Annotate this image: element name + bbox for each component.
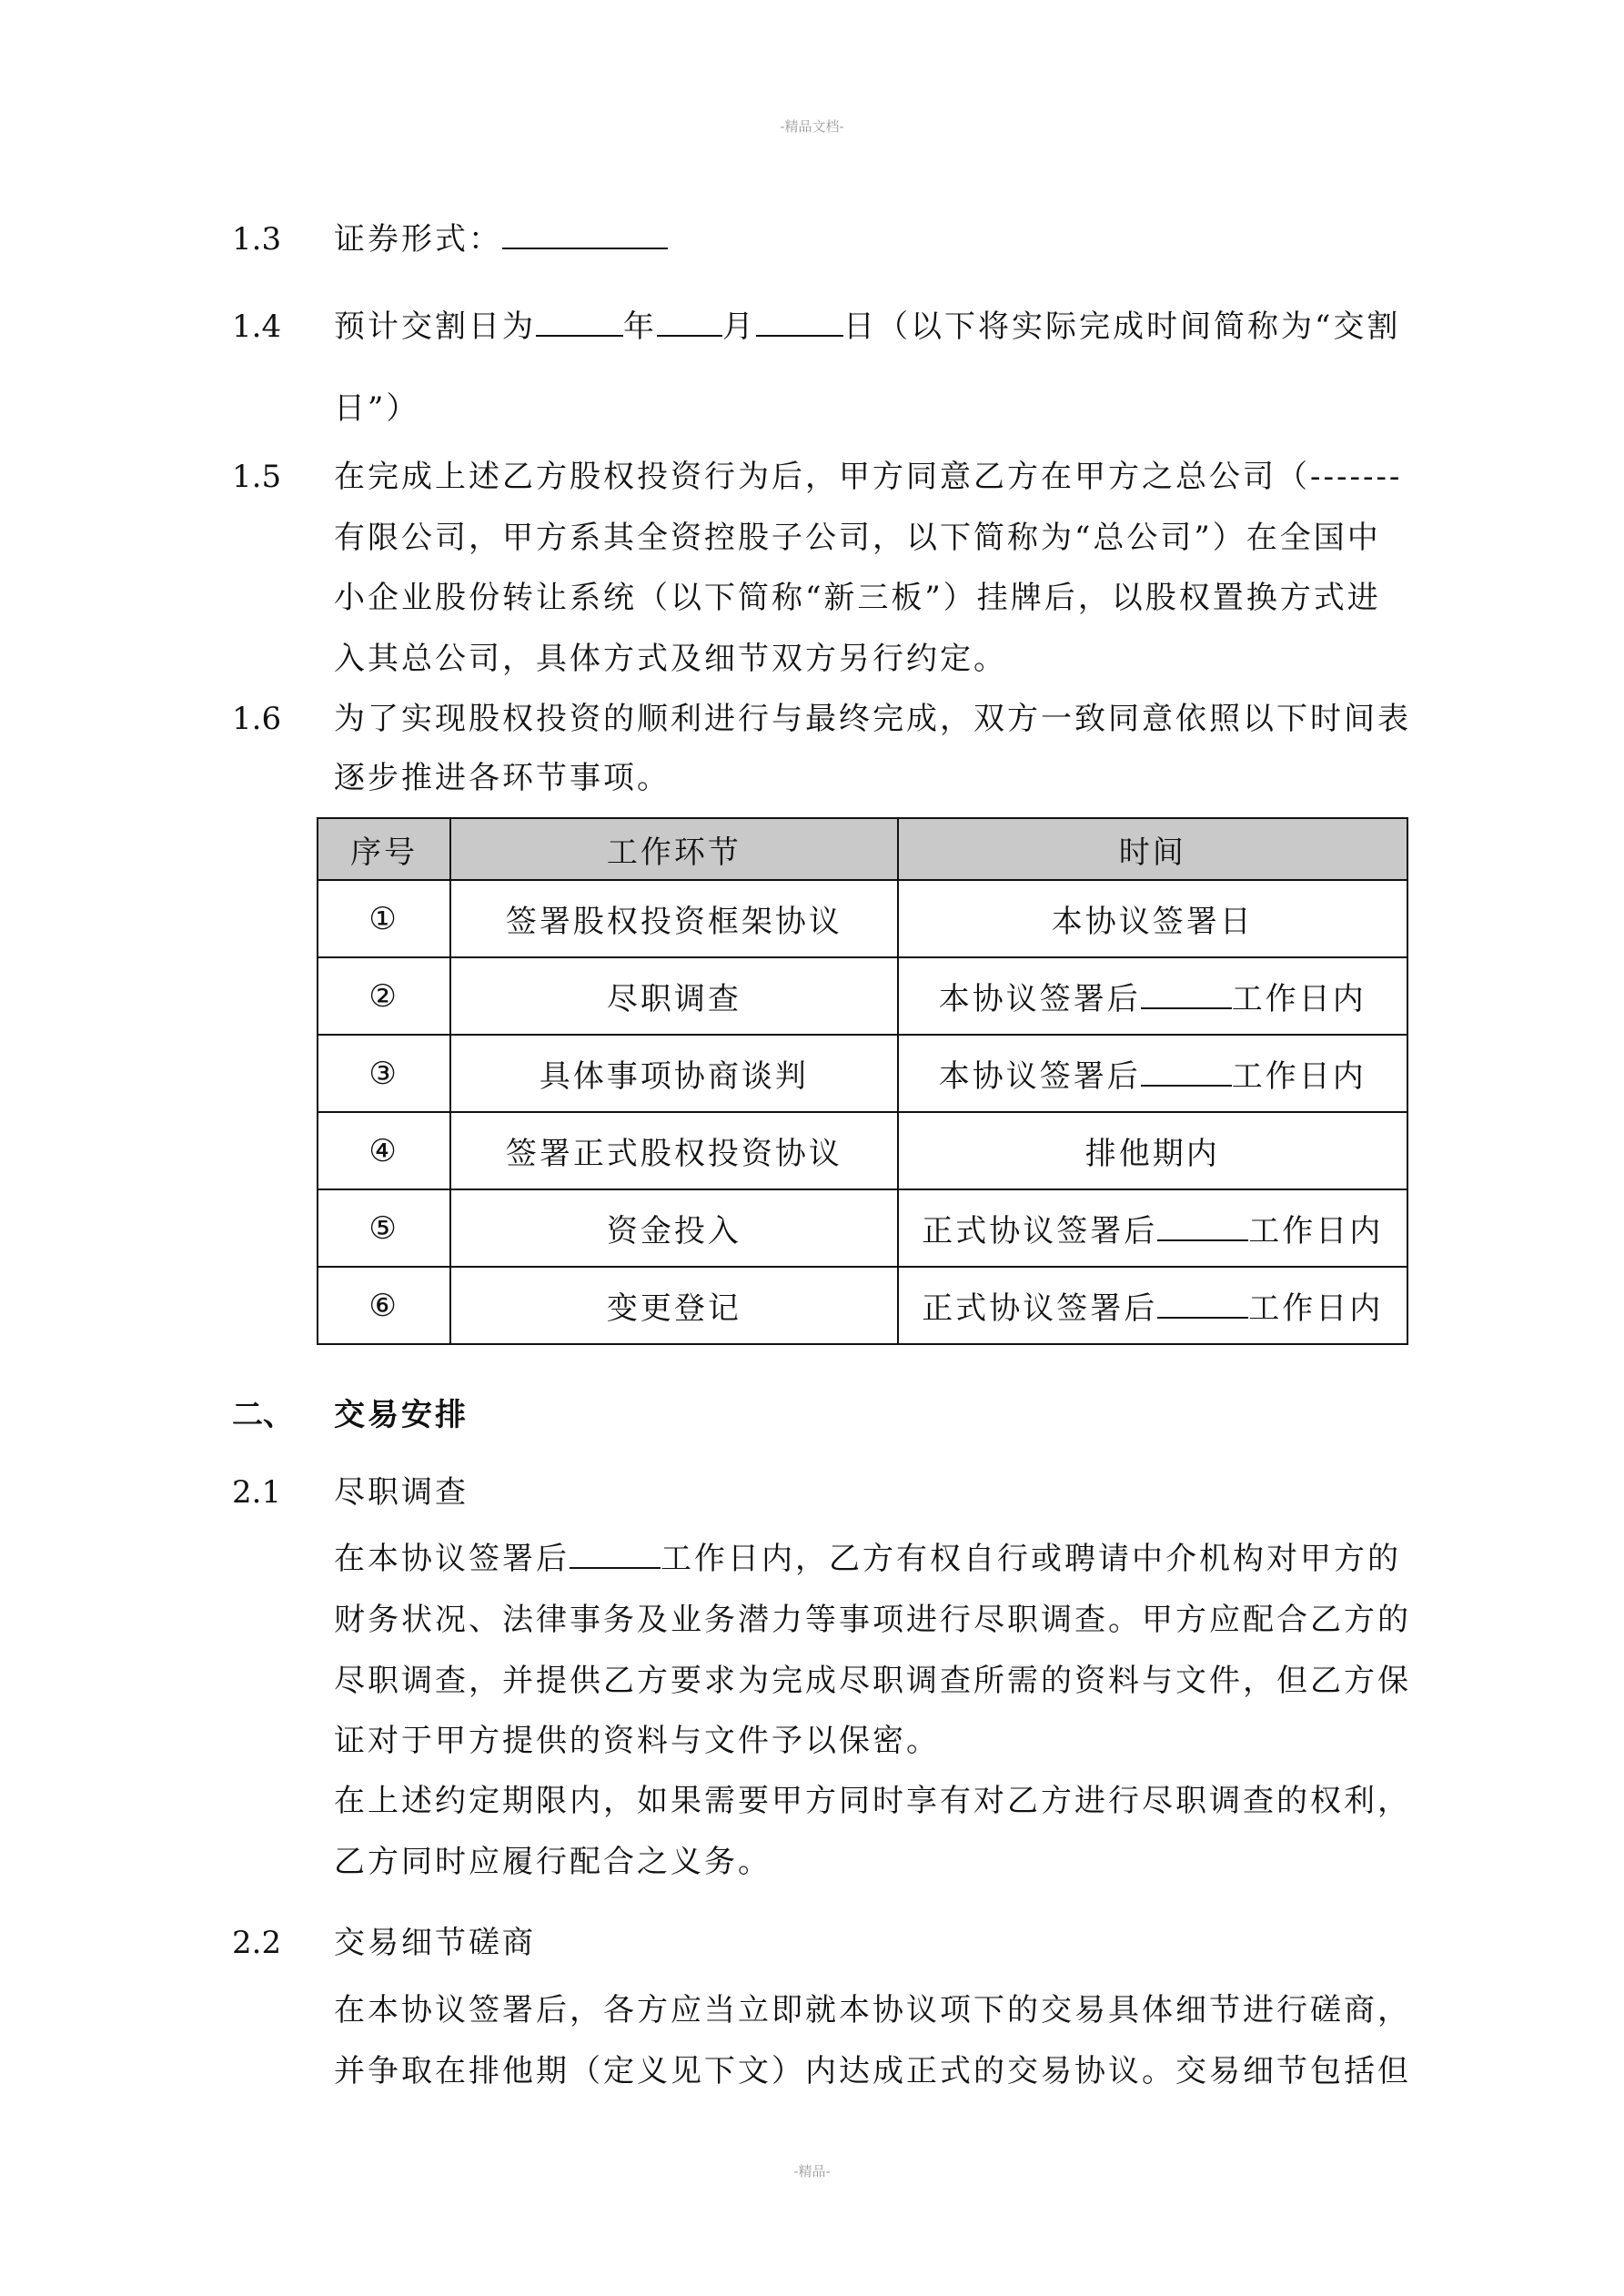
work-step: 签署股权投资框架协议 — [450, 880, 897, 957]
work-step: 签署正式股权投资协议 — [450, 1112, 897, 1189]
table-row — [318, 1267, 1407, 1344]
blank-field — [502, 247, 668, 249]
paragraph-line: 并争取在排他期（定义见下文）内达成正式的交易协议。交易细节包括但 — [334, 2053, 1411, 2089]
row-number: ⑤ — [318, 1189, 450, 1267]
table-row — [318, 1035, 1407, 1112]
section-number: 二、 — [232, 1397, 294, 1433]
section-number: 2.2 — [232, 1925, 282, 1961]
row-number: ④ — [318, 1112, 450, 1189]
table-row — [318, 1189, 1407, 1267]
section-text: 预计交割日为 — [334, 308, 536, 345]
time-cell: 本协议签署后 工作日内 — [898, 957, 1407, 1035]
blank-field — [1157, 1239, 1248, 1241]
work-step: 变更登记 — [450, 1267, 897, 1344]
paragraph-line: 有限公司，甲方系其全资控股子公司，以下简称为“总公司”）在全国中 — [334, 520, 1381, 556]
paragraph-line: 尽职调查，并提供乙方要求为完成尽职调查所需的资料与文件，但乙方保 — [334, 1663, 1411, 1699]
section-title: 交易安排 — [334, 1397, 469, 1433]
blank-field — [570, 1566, 661, 1569]
work-step: 尽职调查 — [450, 957, 897, 1035]
section-number: 2.1 — [232, 1474, 282, 1511]
time-cell: 本协议签署日 — [898, 880, 1407, 957]
blank-field — [1157, 1316, 1248, 1319]
blank-month — [657, 334, 722, 337]
row-number: ③ — [318, 1035, 450, 1112]
section-number: 1.4 — [232, 308, 282, 345]
time-cell: 排他期内 — [898, 1112, 1407, 1189]
blank-year — [536, 334, 623, 337]
work-step: 具体事项协商谈判 — [450, 1035, 897, 1112]
column-header: 时间 — [898, 818, 1407, 880]
row-number: ⑥ — [318, 1267, 450, 1344]
section-number: 1.3 — [232, 221, 282, 258]
section-1-4-cont: 日”） — [334, 390, 420, 427]
paragraph-line: 证对于甲方提供的资料与文件予以保密。 — [334, 1723, 940, 1759]
work-step: 资金投入 — [450, 1189, 897, 1267]
page-footer: -精品- — [793, 2163, 831, 2180]
table-header-row — [318, 818, 1407, 880]
blank-field — [1141, 1084, 1232, 1087]
section-title: 尽职调查 — [334, 1474, 469, 1511]
paragraph-line: 小企业股份转让系统（以下简称“新三板”）挂牌后，以股权置换方式进 — [334, 580, 1381, 616]
paragraph-line: 乙方同时应履行配合之义务。 — [334, 1844, 772, 1880]
paragraph-line: 在本协议签署后 工作日内，乙方有权自行或聘请中介机构对甲方的 — [334, 1541, 1401, 1577]
paragraph-line: 入其总公司，具体方式及细节双方另行约定。 — [334, 641, 1007, 677]
schedule-table — [317, 817, 1408, 1345]
section-text: 证券形式： — [334, 221, 502, 258]
time-cell: 正式协议签署后 工作日内 — [898, 1189, 1407, 1267]
paragraph-line: 逐步推进各环节事项。 — [334, 760, 671, 796]
page-header: -精品文档- — [780, 118, 844, 135]
table-row — [318, 880, 1407, 957]
row-number: ② — [318, 957, 450, 1035]
table-row — [318, 957, 1407, 1035]
time-cell: 正式协议签署后 工作日内 — [898, 1267, 1407, 1344]
section-number: 1.6 — [232, 701, 282, 737]
paragraph-line: 在上述约定期限内，如果需要甲方同时享有对乙方进行尽职调查的权利， — [334, 1783, 1411, 1819]
blank-field — [1141, 1006, 1232, 1009]
column-header: 序号 — [318, 818, 450, 880]
section-number: 1.5 — [232, 459, 282, 495]
section-text: 为了实现股权投资的顺利进行与最终完成，双方一致同意依照以下时间表 — [334, 701, 1411, 737]
section-title: 交易细节磋商 — [334, 1925, 536, 1961]
paragraph-line: 财务状况、法律事务及业务潜力等事项进行尽职调查。甲方应配合乙方的 — [334, 1602, 1411, 1638]
column-header: 工作环节 — [450, 818, 897, 880]
row-number: ① — [318, 880, 450, 957]
blank-day — [756, 334, 843, 337]
time-cell: 本协议签署后 工作日内 — [898, 1035, 1407, 1112]
section-text: 在完成上述乙方股权投资行为后，甲方同意乙方在甲方之总公司（------- — [334, 459, 1403, 495]
paragraph-line: 在本协议签署后，各方应当立即就本协议项下的交易具体细节进行磋商， — [334, 1992, 1411, 2028]
table-row — [318, 1112, 1407, 1189]
